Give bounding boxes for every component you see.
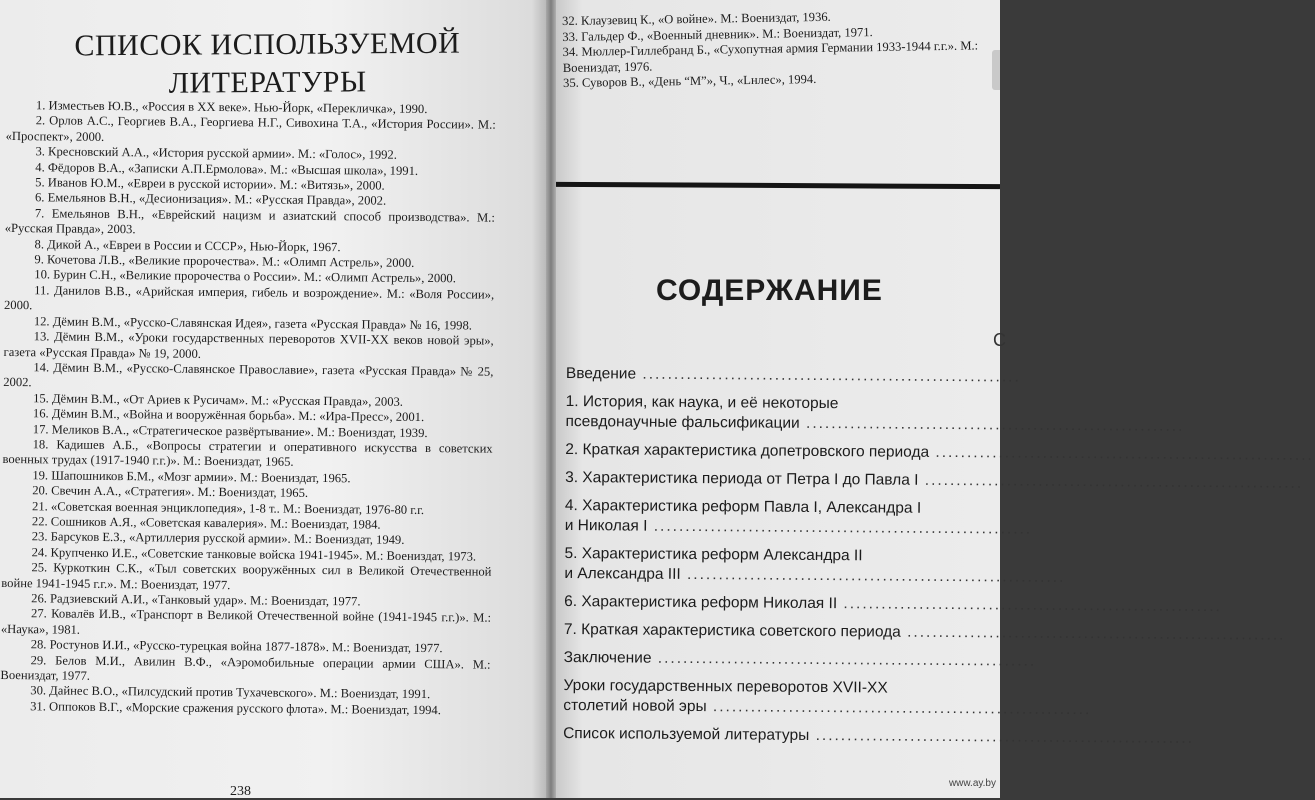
reference-item: 23. Барсуков Е.З., «Артиллерия русской армии». М.: Воениздат, 1949. [31,529,405,548]
reference-item: 22. Сошников А.Я., «Советская кавалерия». М.: Воениздат, 1984. [31,514,381,532]
toc-leader-dots: ............................................................ [900,623,1286,644]
page-edge-tab [992,50,1000,90]
toc-leader-dots: ............................................................ [636,365,1021,386]
bibliography-list [0,98,496,719]
reference-item: 19. Шапошников Б.М., «Мозг армии». М.: Воениздат, 1965. [32,468,351,486]
toc-entry[interactable] [563,620,1286,644]
toc-entry-text: 5. Характеристика реформ Александра II [564,544,863,565]
watermark: www.ay.by [948,778,996,789]
section-divider [556,182,1000,189]
toc-entry[interactable] [564,592,1222,616]
toc-entry[interactable] [565,392,1185,435]
reference-item: 4. Фёдоров В.А., «Записки А.П.Ермолова». М.: «Высшая школа», 1991. [35,159,419,178]
reference-item: 10. Бурин С.Н., «Великие пророчества о России». М.: «Олимп Астрель», 2000. [34,267,456,286]
toc-entry-text: Список используемой литературы [563,724,810,744]
reference-item: 8. Дикой А., «Евреи в России и СССР», Нью-Йорк, 1967. [34,236,341,254]
reference-item: 18. Кадишев А.Б., «Вопросы стратегии и оперативного искусства в советских военных трудах (1917-1940 г.г.)». М.: Воениздат, 1965. [2,437,493,470]
reference-item: 2. Орлов А.С., Георгиев В.А., Георгиева Н.Г., Сивохина Т.А., «История России». М.: «Проспект», 2000. [5,113,496,144]
toc-entry[interactable] [564,544,1066,587]
bibliography-title [40,24,496,103]
toc-entry[interactable] [563,648,1037,671]
toc-entry[interactable] [565,440,1314,464]
reference-item: 33. Гальдер Ф., «Военный дневник». М.: Воениздат, 1971. [562,24,873,44]
toc-entry-text: и Николая I [564,516,648,535]
reference-item: 26. Радзиевский А.И., «Танковый удар». М.: Воениздат, 1977. [31,591,361,609]
toc-leader-dots: ............................................................ [647,517,1033,538]
toc-entry[interactable] [564,496,1033,539]
toc-entry-text: Введение [565,364,637,383]
toc-list [563,364,1314,755]
reference-item: 9. Кочетова Л.В., «Великие пророчества». М.: «Олимп Астрель», 2000. [34,252,415,270]
bibliography-title-line1: СПИСОК ИСПОЛЬЗУЕМОЙ [74,26,461,63]
reference-item: 27. Ковалёв И.В., «Транспорт в Великой Отечественной войне (1941-1945 г.г.)». М.: «Наука», 1981. [0,606,492,637]
bibliography-continued-list [562,7,993,91]
page-number: 238 [230,784,251,799]
reference-item: 16. Дёмин В.М., «Война и вооружённая борьба». М.: «Ира-Пресс», 2001. [32,406,425,425]
toc-entry-text: столетий новой эры [563,696,707,716]
toc-entry-text: псевдонаучные фальсификации [565,412,800,432]
reference-item: 20. Свечин А.А., «Стратегия». М.: Воениздат, 1965. [32,483,309,501]
toc-entry-text: 2. Краткая характеристика допетровского периода [565,440,930,461]
toc-entry-text: 7. Краткая характеристика советского периода [563,620,901,641]
reference-item: 5. Иванов Ю.М., «Евреи в русской истории». М.: «Витязь», 2000. [35,175,385,193]
toc-entry-text: 4. Характеристика реформ Павла I, Александра I [564,496,922,517]
toc-leader-dots: ............................................................ [837,595,1222,616]
toc-entry[interactable] [565,468,1304,492]
toc-entry[interactable] [563,676,1092,719]
reference-item: 6. Емельянов В.Н., «Десионизация». М.: «Русская Правда», 2002. [34,190,387,209]
toc-entry-text: и Александра III [564,564,681,583]
reference-item: 25. Куркоткин С.К., «Тыл советских вооружённых сил в Великой Отечественной войне 1941-1945 г.г.». М.: Воениздат, 1977. [1,560,492,592]
toc-leader-dots: ............................................................ [799,414,1185,435]
toc-leader-dots: ............................................................ [918,471,1304,492]
book-gutter [546,0,556,798]
toc-entry-text: 6. Характеристика реформ Николая II [564,592,838,613]
toc-entry-text: 3. Характеристика периода от Петра I до Павла I [565,468,919,489]
toc-leader-dots: ............................................................ [929,443,1314,464]
toc-entry-text: Заключение [563,648,652,667]
reference-item: 28. Ростунов И.И., «Русско-турецкая война 1877-1878». М.: Воениздат, 1977. [30,637,443,656]
toc-leader-dots: ............................................................ [706,698,1092,719]
toc-entry-text: Уроки государственных переворотов XVII-XX [563,676,888,697]
reference-item: 17. Меликов В.А., «Стратегическое развёртывание». М.: Воениздат, 1939. [32,421,428,440]
toc-entry-text: 1. История, как наука, и её некоторые [565,392,839,413]
toc-leader-dots: ............................................................ [651,649,1037,670]
reference-item: 35. Суворов В., «День “М”», Ч., «Lнлес», 1994. [562,72,817,90]
reference-item: 34. Мюллер-Гиллебранд Б., «Сухопутная армия Германии 1933-1944 г.г.». М.: Воениздат, 1976. [562,38,979,75]
reference-item: 7. Емельянов В.Н., «Еврейский нацизм и азиатский способ производства». М.: «Русская Правда», 2003. [4,206,495,237]
toc-title: СОДЕРЖАНИЕ [656,274,883,307]
reference-item: 21. «Советская военная энциклопедия», 1-8 т.. М.: Воениздат, 1976-80 г.г. [32,498,425,517]
reference-item: 29. Белов М.И., Авилин В.Ф., «Аэромобильные операции армии США». М.: Воениздат, 1977. [0,652,491,683]
reference-item: 11. Данилов В.В., «Арийская империя, гибель и возрождение». М.: «Воля России», 2000. [3,283,495,313]
toc-entry[interactable] [563,724,1195,747]
edge-character: С [993,330,1006,350]
toc-leader-dots: ............................................................ [809,726,1195,747]
toc-leader-dots: ............................................................ [680,565,1066,586]
reference-item: 24. Крупченко И.Е., «Советские танковые войска 1941-1945». М.: Воениздат, 1973. [31,545,477,564]
reference-item: 15. Дёмин В.М., «От Ариев к Русичам». М.: «Русская Правда», 2003. [33,390,404,409]
reference-item: 30. Дайнес В.О., «Пилсудский против Тухачевского». М.: Воениздат, 1991. [30,683,431,702]
reference-item: 3. Кресновский А.А., «История русской армии». М.: «Голос», 1992. [35,144,397,162]
bibliography-title-line2: ЛИТЕРАТУРЫ [168,65,367,100]
left-page [0,0,548,798]
reference-item: 32. Клаузевиц К., «О войне». М.: Воениздат, 1936. [562,9,831,28]
right-page [556,0,1314,798]
reference-item: 13. Дёмин В.М., «Уроки государственных переворотов XVII-XX веков новой эры», газета «Русская Правда» № 19, 2000. [3,329,494,361]
reference-item: 31. Оппоков В.Г., «Морские сражения русского флота». М.: Воениздат, 1994. [30,699,441,718]
reference-item: 1. Изместьев Ю.В., «Россия в XX веке». Нью-Йорк, «Перекличка», 1990. [35,98,428,117]
toc-entry[interactable] [565,364,1021,387]
reference-item: 12. Дёмин В.М., «Русско-Славянская Идея», газета «Русская Правда» № 16, 1998. [33,313,473,333]
reference-item: 14. Дёмин В.М., «Русско-Славянское Православие», газета «Русская Правда» № 25, 2002. [3,360,494,390]
